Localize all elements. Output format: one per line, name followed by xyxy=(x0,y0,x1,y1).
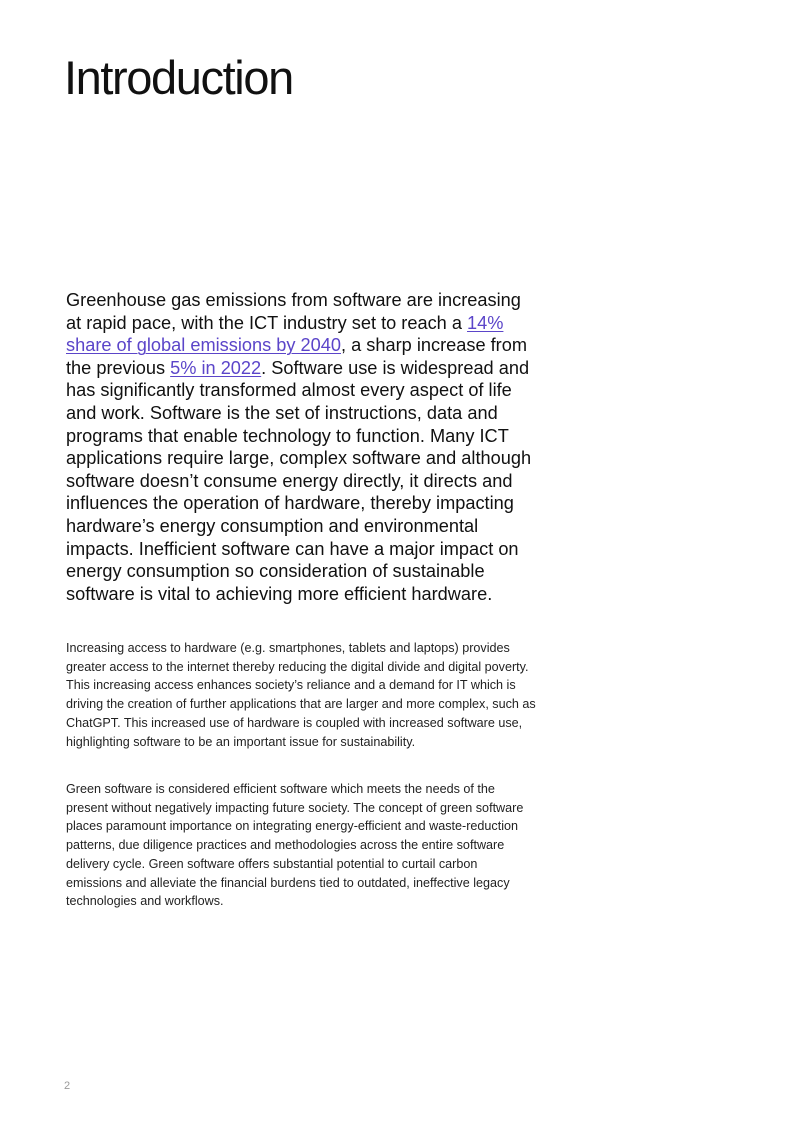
emissions-2040-link[interactable]: 14% share of global emissions by 2040 xyxy=(66,312,504,356)
hardware-access-paragraph: Increasing access to hardware (e.g. smartphones, tablets and laptops) provides greater access to the internet thereby reducing the digital divide and digital poverty. This increasing access enhances society’s reliance and a demand for IT which is driving the creation of further applications that are larger and more complex, such as ChatGPT. This increased use of hardware is coupled with increased software use, highlighting software to be an important issue for sustainability. xyxy=(66,641,536,749)
green-software-paragraph: Green software is considered efficient software which meets the needs of the present without negatively impacting future society. The concept of green software places paramount importance on integrating energy-efficient and waste-reduction patterns, due diligence practices and methodologies across the entire software delivery cycle. Green software offers substantial potential to curtail carbon emissions and alleviate the financial burdens tied to outdated, ineffective legacy technologies and workflows. xyxy=(66,782,524,909)
page-number: 2 xyxy=(64,1080,71,1092)
lead-text-1: Greenhouse gas emissions from software are increasing at rapid pace, with the ICT industry set to reach a xyxy=(66,290,521,333)
lead-text-2: , a sharp increase from the previous xyxy=(66,335,527,378)
emissions-2022-link[interactable]: 5% in 2022 xyxy=(170,357,262,378)
page-title: Introduction xyxy=(64,51,293,104)
lead-text-3: . Software use is widespread and has significantly transformed almost every aspect of life and work. Software is the set of instructions, data and programs that enable technology to function. Many ICT applications require large, complex software and although software doesn’t consume energy directly, it directs and influences the operation of hardware, thereby impacting hardware’s energy consumption and environmental impacts. Inefficient software can have a major impact on energy consumption so consideration of sustainable software is vital to achieving more efficient hardware. xyxy=(66,357,532,604)
lead-paragraph xyxy=(66,289,536,605)
